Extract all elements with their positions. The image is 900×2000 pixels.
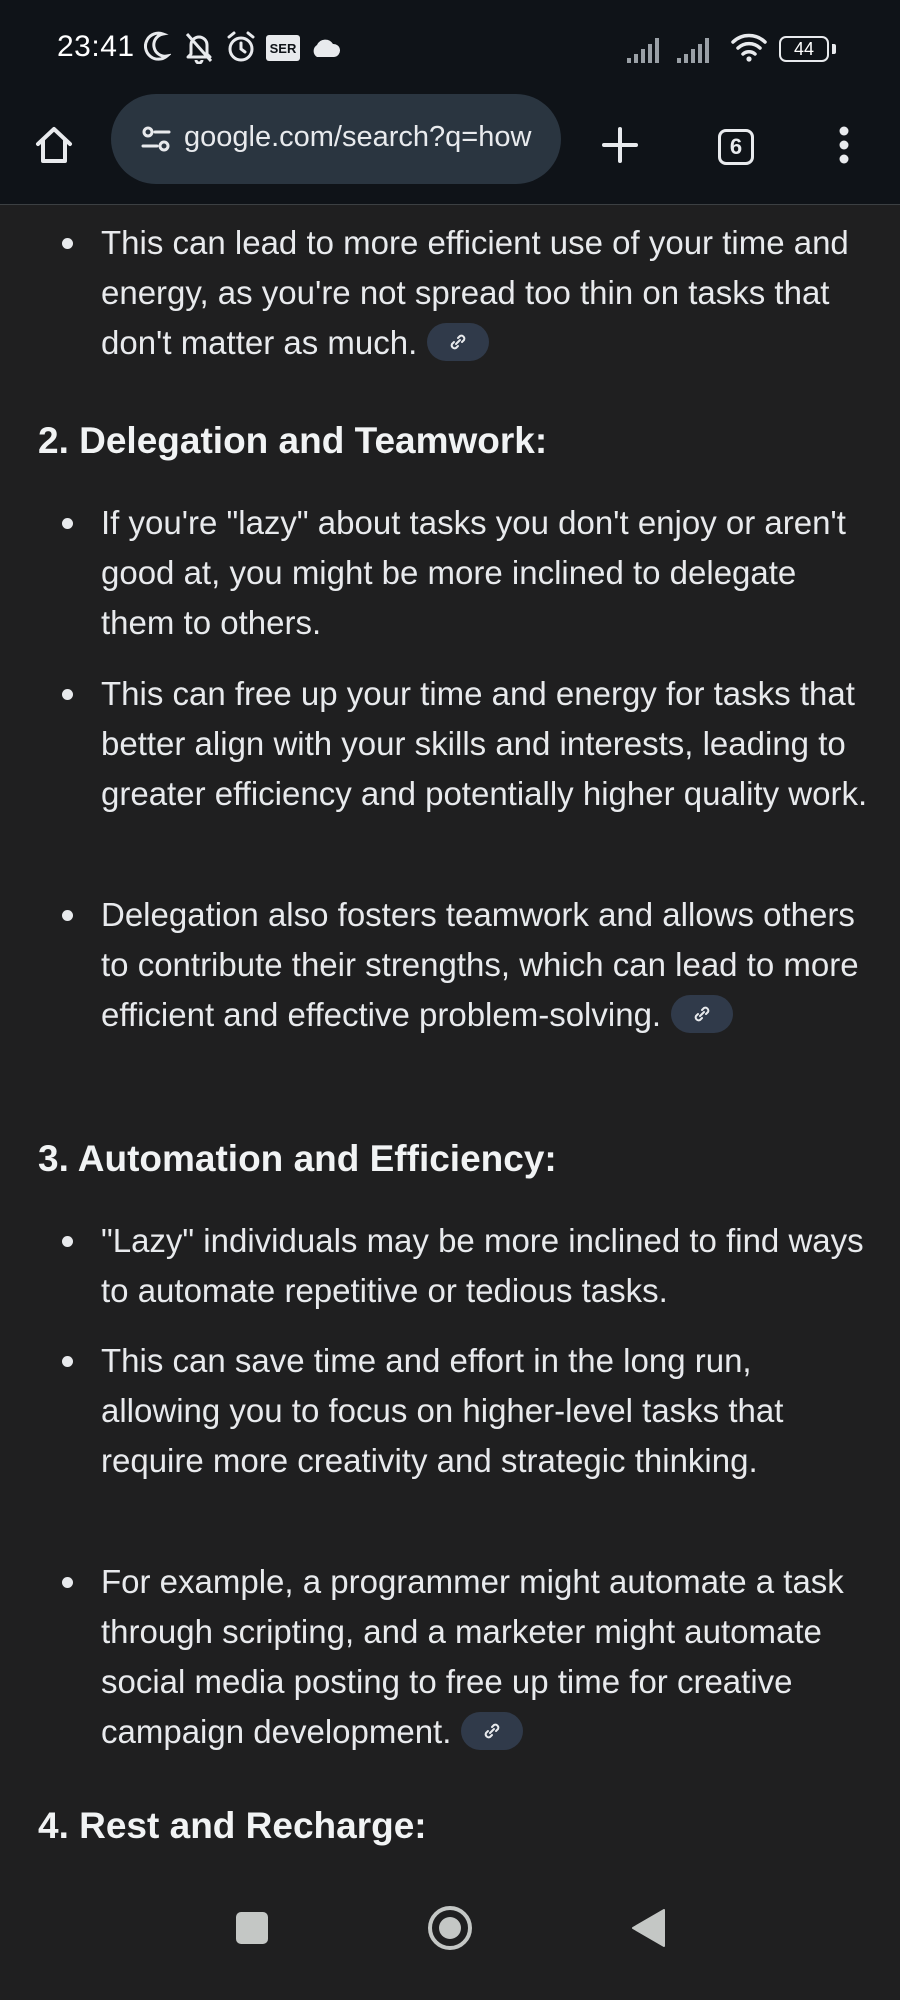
recents-button[interactable]	[212, 1890, 292, 1970]
source-link-button[interactable]	[671, 995, 733, 1033]
svg-text:SER: SER	[269, 41, 297, 56]
square-icon	[235, 1911, 269, 1950]
list-item: This can save time and effort in the long run, allowing you to focus on higher-level tasks that require more creativity and strategic thinking.	[101, 1336, 871, 1486]
system-nav-bar	[0, 1865, 900, 2000]
new-tab-button[interactable]	[590, 117, 650, 177]
battery-indicator: 44	[779, 36, 829, 62]
ser-app-icon	[266, 35, 300, 69]
plus-icon	[600, 125, 640, 170]
list-item: For example, a programmer might automate a task through scripting, and a marketer might automate social media posting to free up time for creative campaign development.	[101, 1557, 871, 1757]
home-button[interactable]	[24, 117, 84, 177]
signal-icon	[677, 36, 717, 70]
overflow-menu-button[interactable]	[814, 117, 874, 177]
link-icon	[447, 331, 469, 353]
more-vert-icon	[838, 125, 850, 170]
list-item: This can lead to more efficient use of your time and energy, as you're not spread too thin on tasks that don't matter as much.	[101, 218, 871, 368]
alarm-icon	[224, 30, 258, 64]
signal-icon	[627, 36, 667, 70]
status-bar	[0, 0, 900, 92]
wifi-icon	[731, 32, 767, 66]
link-icon	[691, 1003, 713, 1025]
section-heading: 4. Rest and Recharge:	[38, 1805, 427, 1846]
battery-tip	[832, 44, 836, 54]
tab-switcher-button[interactable]	[706, 117, 766, 177]
link-icon	[481, 1720, 503, 1742]
list-item: "Lazy" individuals may be more inclined to find ways to automate repetitive or tedious tasks.	[101, 1216, 871, 1316]
list-item: Delegation also fosters teamwork and allows others to contribute their strengths, which can lead to more efficient and effective problem-solving.	[101, 890, 871, 1040]
source-link-button[interactable]	[461, 1712, 523, 1750]
source-link-button[interactable]	[427, 323, 489, 361]
site-settings-icon[interactable]	[141, 124, 171, 159]
bell-off-icon	[183, 30, 215, 64]
search-result-content	[0, 205, 900, 1865]
circle-icon	[427, 1905, 473, 1956]
back-triangle-icon	[630, 1908, 666, 1953]
status-time: 23:41	[57, 30, 135, 63]
list-item: This can free up your time and energy for tasks that better align with your skills and interests, leading to greater efficiency and potentially higher quality work.	[101, 669, 871, 819]
section-heading: 3. Automation and Efficiency:	[38, 1138, 557, 1179]
home-icon	[32, 123, 76, 172]
section-heading: 2. Delegation and Teamwork:	[38, 420, 548, 461]
cloud-icon	[309, 36, 341, 70]
moon-icon	[143, 30, 171, 64]
home-nav-button[interactable]	[410, 1890, 490, 1970]
list-item: If you're "lazy" about tasks you don't enjoy or aren't good at, you might be more inclined to delegate them to others.	[101, 498, 871, 648]
tab-count: 6	[718, 129, 754, 165]
url-text[interactable]: google.com/search?q=how	[184, 121, 532, 153]
address-bar[interactable]	[111, 94, 561, 184]
back-button[interactable]	[608, 1890, 688, 1970]
